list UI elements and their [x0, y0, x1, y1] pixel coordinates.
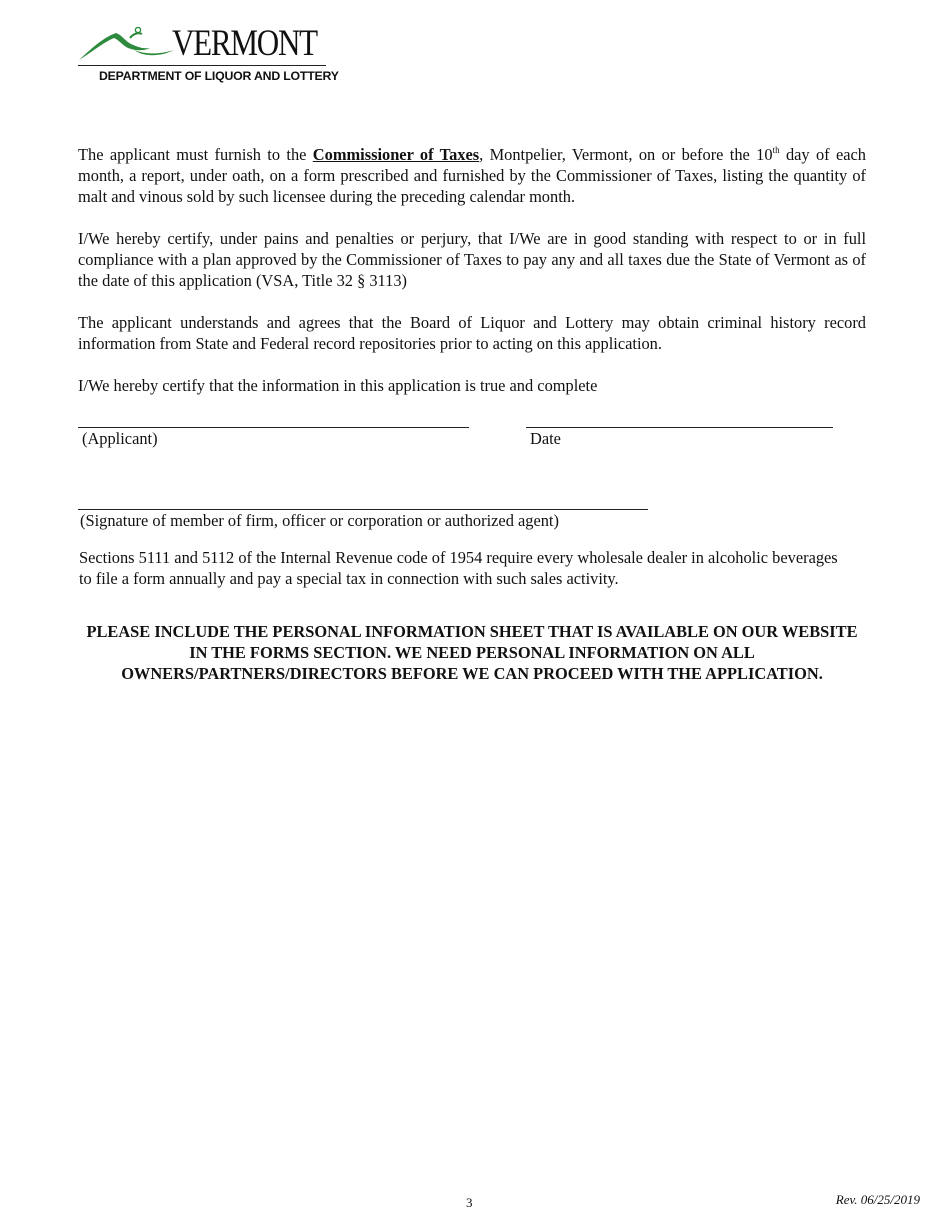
date-label: Date [530, 429, 561, 448]
mountain-logo-icon [78, 24, 178, 66]
revision-date: Rev. 06/25/2019 [835, 1192, 920, 1207]
applicant-label: (Applicant) [82, 429, 158, 448]
logo-rule [78, 65, 326, 66]
certify-statement: I/We hereby certify that the information in this application is true and complete [78, 376, 598, 395]
personal-info-warning: PLEASE INCLUDE THE PERSONAL INFORMATION SHEET THAT IS AVAILABLE ON OUR WEBSITE IN THE FORMS SECTION. WE NEED PERSONAL INFORMATION ON ALL OWNERS/PARTNERS/DIRECTORS BEFORE WE CAN PROCEED WITH THE APPLICATION. [86, 622, 858, 683]
page-number: 3 [466, 1195, 473, 1210]
agent-signature-label: (Signature of member of firm, officer or corporation or authorized agent) [80, 511, 559, 530]
logo-department: DEPARTMENT OF LIQUOR AND LOTTERY [99, 69, 339, 83]
criminal-history-paragraph: The applicant understands and agrees that the Board of Liquor and Lottery may obtain criminal history record information from State and Federal record repositories prior to acting on this application. [78, 313, 866, 353]
logo-wordmark: VERMONT [172, 23, 317, 64]
irs-note-paragraph: Sections 5111 and 5112 of the Internal Revenue code of 1954 require every wholesale dealer in alcoholic beverages to file a form annually and pay a special tax in connection with such sales activity. [79, 548, 838, 588]
vermont-logo [78, 24, 338, 86]
tax-report-paragraph: The applicant must furnish to the Commissioner of Taxes, Montpelier, Vermont, on or before the 10th day of each month, a report, under oath, on a form prescribed and furnished by the Commissioner of Taxes, listing the quantity of malt and vinous sold by such licensee during the preceding calendar month. [78, 145, 867, 206]
tax-standing-paragraph: I/We hereby certify, under pains and penalties or perjury, that I/We are in good standing with respect to or in full compliance with a plan approved by the Commissioner of Taxes to pay any and all taxes due the State of Vermont as of the date of this application (VSA, Title 32 § 3113) [78, 229, 866, 290]
date-line[interactable] [526, 427, 833, 428]
commissioner-of-taxes-text: Commissioner of Taxes [312, 145, 480, 164]
